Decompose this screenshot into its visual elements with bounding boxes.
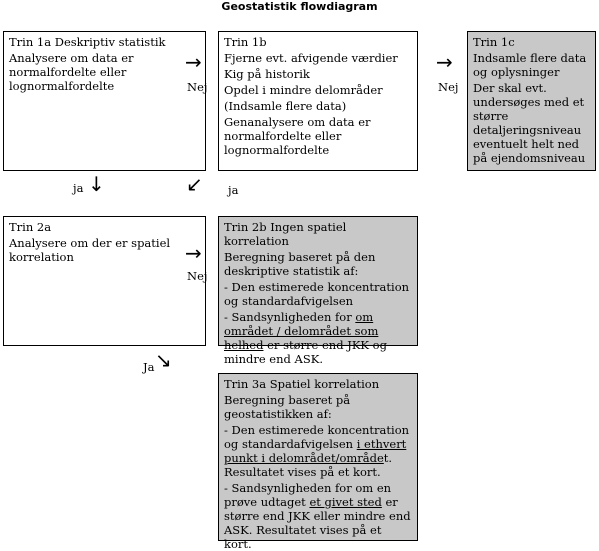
box-line: Analysere om der er spatiel korrelation (9, 236, 171, 264)
box-line: - Den estimerede koncentration og standardafvigelsen (224, 280, 410, 308)
box-trin-1b (218, 31, 418, 171)
box-line: (Indsamle flere data) (224, 99, 347, 113)
arrow-label: Nej (438, 80, 459, 94)
box-line: Beregning baseret på geostatistikken af: (224, 393, 351, 421)
diagram-title: Geostatistik flowdiagram (221, 0, 378, 13)
box-line: Beregning baseret på den deskriptive statistik af: (224, 250, 376, 278)
arrow-label: Nej (187, 269, 208, 283)
down-arrow-icon: ↓ (88, 172, 105, 196)
box-title: Trin 2b Ingen spatiel korrelation (224, 220, 347, 248)
box-trin-2a (3, 216, 206, 346)
box-line: Kig på historik (224, 67, 310, 81)
arrow-label: ja (228, 183, 239, 197)
box-title: Trin 2a (9, 220, 52, 234)
box-trin-3a (218, 373, 418, 551)
box-line (224, 423, 412, 479)
box-title: Trin 1a Deskriptiv statistik (9, 35, 166, 49)
text-part: t. Resultatet vises på et kort. (224, 451, 393, 479)
underlined-text: i ethvert punkt i delområdet/område (224, 437, 407, 465)
box-line: Analysere om data er normalfordelte eller lognormalfordelte (9, 51, 134, 93)
box-line (224, 310, 412, 366)
down-left-arrow-icon: ↙ (186, 172, 203, 196)
box-trin-1a (3, 31, 206, 171)
right-arrow-icon: → (185, 50, 202, 74)
box-line: Opdel i mindre delområder (224, 83, 383, 97)
box-title: Trin 1b (224, 35, 267, 49)
text-part: - Sandsynligheden for (224, 310, 356, 324)
box-title: Trin 3a Spatiel korrelation (224, 377, 380, 391)
arrow-label: Ja (143, 360, 155, 374)
arrow-label: Nej (187, 80, 208, 94)
box-line: Indsamle flere data og oplysninger (473, 51, 587, 79)
box-line: Fjerne evt. afvigende værdier (224, 51, 398, 65)
text-part: er større end JKK og mindre end ASK. (224, 338, 387, 366)
underlined-text: et givet sted (309, 495, 382, 509)
text-part: - Den estimerede koncentration og standardafvigelsen (224, 423, 410, 451)
box-trin-1c (467, 31, 596, 171)
right-arrow-icon: → (436, 50, 453, 74)
box-line: Genanalysere om data er normalfordelte eller lognormalfordelte (224, 115, 371, 157)
down-right-arrow-icon: ↘ (155, 348, 172, 372)
right-arrow-icon: → (185, 241, 202, 265)
underlined-text: om området / delområdet som helhed (224, 310, 379, 352)
box-line: Der skal evt. undersøges med et større detaljeringsniveau eventuelt helt ned på ejendomsniveau (473, 81, 586, 165)
box-line (224, 481, 412, 551)
box-title: Trin 1c (473, 35, 515, 49)
box-trin-2b (218, 216, 418, 366)
text-part: - Sandsynligheden for om en prøve udtaget (224, 481, 392, 509)
text-part: er større end JKK eller mindre end ASK. Resultatet vises på et kort. (224, 495, 411, 551)
arrow-label: ja (73, 181, 84, 195)
